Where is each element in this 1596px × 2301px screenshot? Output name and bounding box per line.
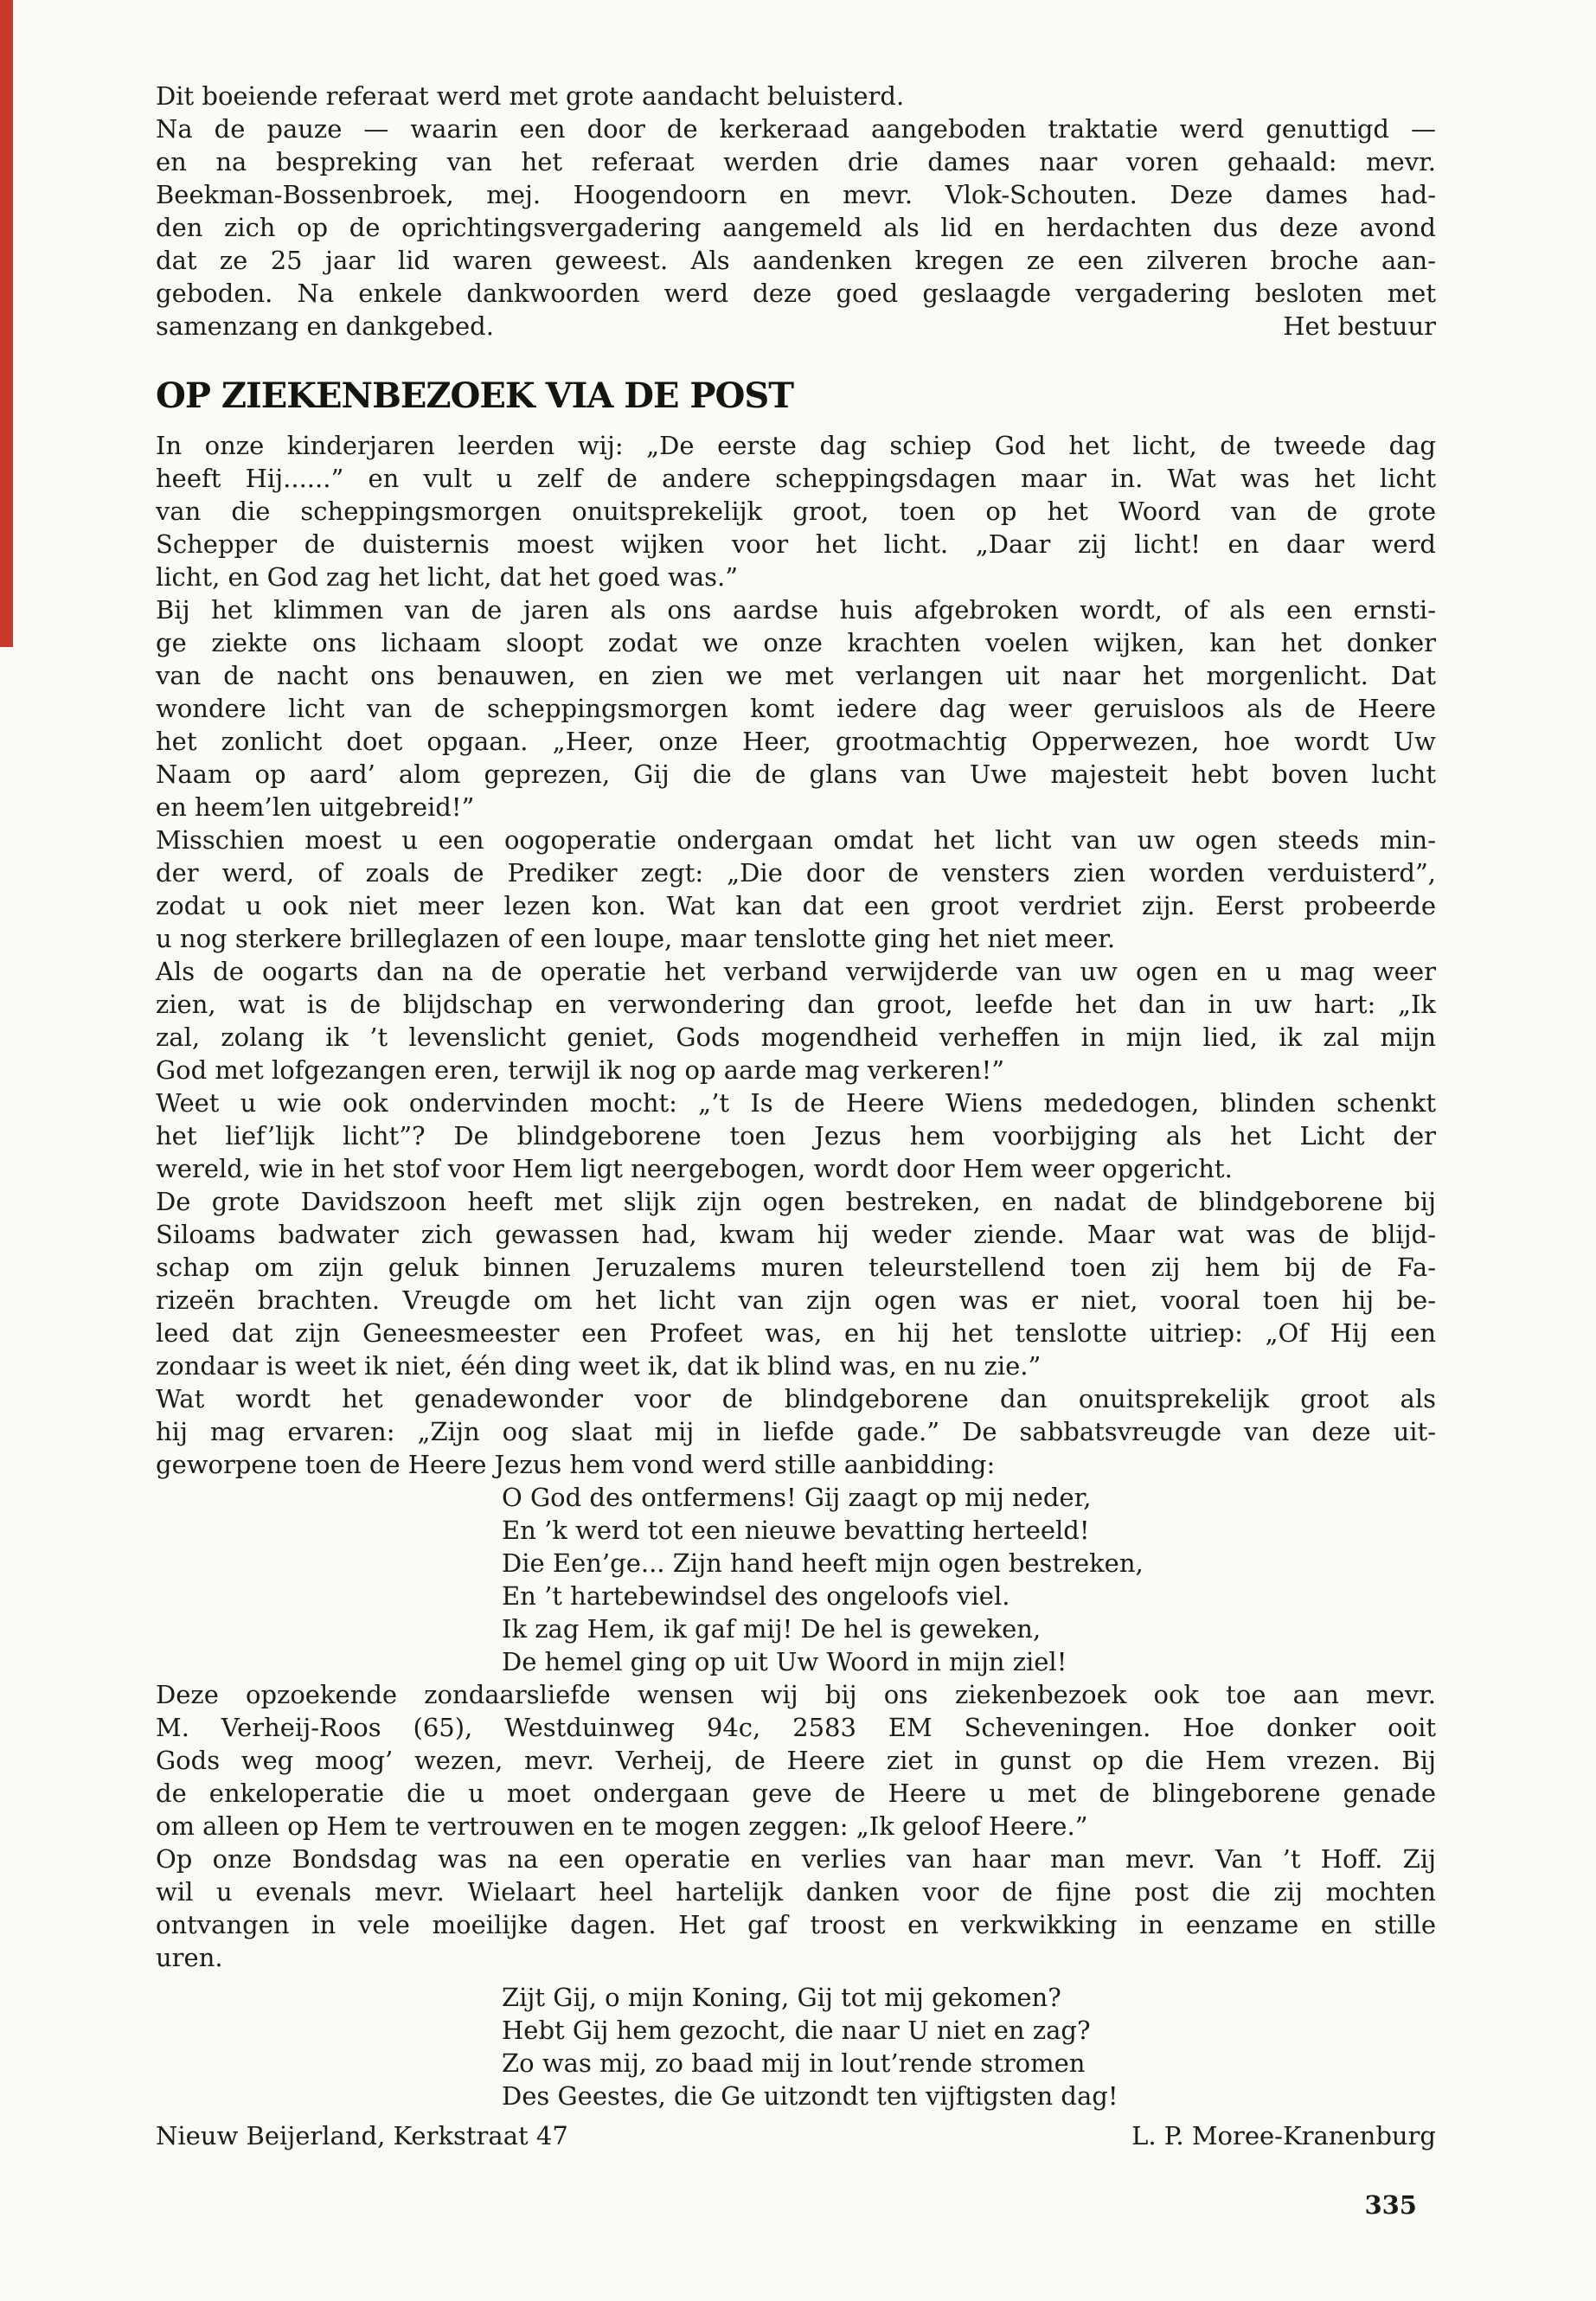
- text-line: [156, 310, 1436, 343]
- text-line: De grote Davidszoon heeft met slijk zijn ogen bestreken, en nadat de blindgeborene bij: [156, 1187, 1436, 1216]
- text-line: rizeën brachten. Vreugde om het licht van zijn ogen was er niet, vooral toen hij be-: [156, 1285, 1436, 1315]
- text-line: ontvangen in vele moeilijke dagen. Het gaf troost en verkwikking in eenzame en stille: [156, 1910, 1436, 1939]
- poem-stanza: [502, 1481, 1436, 1678]
- paragraph: [156, 1086, 1436, 1185]
- paragraph: [156, 593, 1436, 824]
- poem-line: Die Een’ge... Zijn hand heeft mijn ogen bestreken,: [502, 1548, 1144, 1578]
- text-line: Naam op aard’ alom geprezen, Gij die de glans van Uwe majesteit hebt boven lucht: [156, 760, 1436, 789]
- text-line: Na de pauze — waarin een door de kerkeraad aangeboden traktatie werd genuttigd —: [156, 114, 1436, 144]
- text-line: en na bespreking van het referaat werden drie dames naar voren gehaald: mevr.: [156, 147, 1436, 176]
- text-line: Bij het klimmen van de jaren als ons aardse huis afgebroken wordt, of als een ernsti-: [156, 595, 1436, 625]
- poem-line: O God des ontfermens! Gij zaagt op mij neder,: [502, 1483, 1092, 1512]
- paragraph: [156, 1678, 1436, 1843]
- text-line: Deze opzoekende zondaarsliefde wensen wij bij ons ziekenbezoek ook toe aan mevr.: [156, 1680, 1436, 1709]
- poem-line: Des Geestes, die Ge uitzondt ten vijftigsten dag!: [502, 2081, 1118, 2111]
- paragraph: [156, 112, 1436, 343]
- text-line: wereld, wie in het stof voor Hem ligt neergebogen, wordt door Hem weer opgericht.: [156, 1154, 1233, 1183]
- text-line: geboden. Na enkele dankwoorden werd deze goed geslaagde vergadering besloten met: [156, 279, 1436, 308]
- text-line: het lief’lijk licht”? De blindgeborene toen Jezus hem voorbijging als het Licht der: [156, 1121, 1436, 1150]
- text-line: dat ze 25 jaar lid waren geweest. Als aandenken kregen ze een zilveren broche aan-: [156, 246, 1436, 275]
- text-line: zal, zolang ik ’t levenslicht geniet, Gods mogendheid verheffen in mijn lied, ik zal mijn: [156, 1022, 1436, 1052]
- footer-address: Nieuw Beijerland, Kerkstraat 47: [156, 2121, 568, 2150]
- paragraph: [156, 955, 1436, 1086]
- paragraph: [156, 80, 1436, 112]
- poem-line: Zo was mij, zo baad mij in lout’rende stromen: [502, 2048, 1086, 2078]
- text-line: zodat u ook niet meer lezen kon. Wat kan dat een groot verdriet zijn. Eerst probeerde: [156, 891, 1436, 920]
- text-line: hij mag ervaren: „Zijn oog slaat mij in liefde gade.” De sabbatsvreugde van deze uit-: [156, 1417, 1436, 1446]
- poem-line: Hebt Gij hem gezocht, die naar U niet en zag?: [502, 2016, 1091, 2045]
- paragraph: [156, 1185, 1436, 1382]
- text-line: heeft Hij......” en vult u zelf de andere scheppingsdagen maar in. Wat was het licht: [156, 464, 1436, 493]
- text-line: Schepper de duisternis moest wijken voor het licht. „Daar zij licht! en daar werd: [156, 529, 1436, 559]
- text-line: In onze kinderjaren leerden wij: „De eerste dag schiep God het licht, de tweede dag: [156, 431, 1436, 460]
- text-line-content: samenzang en dankgebed.: [156, 311, 494, 341]
- text-line: Op onze Bondsdag was na een operatie en verlies van haar man mevr. Van ’t Hoff. Zij: [156, 1844, 1436, 1874]
- red-margin-stripe: [0, 0, 13, 647]
- text-line: Misschien moest u een oogoperatie ondergaan omdat het licht van uw ogen steeds min-: [156, 825, 1436, 855]
- text-line: van de nacht ons benauwen, en zien we met verlangen uit naar het morgenlicht. Dat: [156, 661, 1436, 690]
- poem-line: En ’t hartebewindsel des ongeloofs viel.: [502, 1581, 1010, 1611]
- text-line: uren.: [156, 1943, 223, 1972]
- text-line: wondere licht van de scheppingsmorgen komt iedere dag weer geruisloos als de Heere: [156, 694, 1436, 723]
- text-line: wil u evenals mevr. Wielaart heel hartelijk danken voor de fijne post die zij mochten: [156, 1877, 1436, 1907]
- text-line: ge ziekte ons lichaam sloopt zodat we onze krachten voelen wijken, kan het donker: [156, 628, 1436, 657]
- footer-author: L. P. Moree-Kranenburg: [1131, 2121, 1436, 2150]
- text-line: licht, en God zag het licht, dat het goed was.”: [156, 562, 739, 592]
- poem-stanza: [502, 1981, 1436, 2112]
- paragraph: [156, 824, 1436, 955]
- poem-line: Ik zag Hem, ik gaf mij! De hel is geweken,: [502, 1614, 1042, 1644]
- text-line: Gods weg moog’ wezen, mevr. Verheij, de Heere ziet in gunst op die Hem vrezen. Bij: [156, 1746, 1436, 1775]
- poem-line: En ’k werd tot een nieuwe bevatting herteeld!: [502, 1516, 1090, 1545]
- text-line: God met lofgezangen eren, terwijl ik nog op aarde mag verkeren!”: [156, 1055, 1005, 1085]
- text-line: het zonlicht doet opgaan. „Heer, onze Heer, grootmachtig Opperwezen, hoe wordt Uw: [156, 727, 1436, 756]
- text-line: den zich op de oprichtingsvergadering aangemeld als lid en herdachten dus deze avond: [156, 213, 1436, 242]
- text-line: der werd, of zoals de Prediker zegt: „Die door de vensters zien worden verduisterd”,: [156, 858, 1436, 888]
- text-line: Siloams badwater zich gewassen had, kwam hij weder ziende. Maar wat was de blijd-: [156, 1220, 1436, 1249]
- paragraph: [156, 1382, 1436, 1481]
- article-heading: OP ZIEKENBEZOEK VIA DE POST: [156, 375, 793, 416]
- text-line: zondaar is weet ik niet, één ding weet ik, dat ik blind was, en nu zie.”: [156, 1351, 1042, 1381]
- text-line: Als de oogarts dan na de operatie het verband verwijderde van uw ogen en u mag weer: [156, 957, 1436, 986]
- text-line: en heem’len uitgebreid!”: [156, 792, 475, 822]
- text-line: leed dat zijn Geneesmeester een Profeet was, en hij het tenslotte uitriep: „Of Hij een: [156, 1318, 1436, 1348]
- footer-line: [156, 2119, 1436, 2152]
- byline: Het bestuur: [1283, 311, 1436, 341]
- text-line: geworpene toen de Heere Jezus hem vond werd stille aanbidding:: [156, 1450, 996, 1479]
- text-line: Beekman-Bossenbroek, mej. Hoogendoorn en mevr. Vlok-Schouten. Deze dames had-: [156, 180, 1436, 209]
- page-number: 335: [1364, 2190, 1417, 2220]
- poem-line: De hemel ging op uit Uw Woord in mijn ziel!: [502, 1647, 1067, 1676]
- paragraph: [156, 1843, 1436, 1974]
- text-line: M. Verheij-Roos (65), Westduinweg 94c, 2583 EM Scheveningen. Hoe donker ooit: [156, 1713, 1436, 1742]
- poem-line: Zijt Gij, o mijn Koning, Gij tot mij gekomen?: [502, 1983, 1061, 2012]
- text-line: de enkeloperatie die u moet ondergaan geve de Heere u met de blingeborene genade: [156, 1779, 1436, 1808]
- text-line: om alleen op Hem te vertrouwen en te mogen zeggen: „Ik geloof Heere.”: [156, 1811, 1088, 1841]
- text-line: Weet u wie ook ondervinden mocht: „’t Is de Heere Wiens mededogen, blinden schenkt: [156, 1088, 1436, 1118]
- article-content: [156, 80, 1436, 2221]
- text-line: zien, wat is de blijdschap en verwondering dan groot, leefde het dan in uw hart: „Ik: [156, 990, 1436, 1019]
- text-line: Dit boeiende referaat werd met grote aandacht beluisterd.: [156, 81, 905, 111]
- paragraph: [156, 429, 1436, 593]
- text-line: u nog sterkere brilleglazen of een loupe, maar tenslotte ging het niet meer.: [156, 924, 1116, 953]
- text-line: Wat wordt het genadewonder voor de blindgeborene dan onuitsprekelijk groot als: [156, 1384, 1436, 1413]
- text-line: schap om zijn geluk binnen Jeruzalems muren teleurstellend toen zij hem bij de Fa-: [156, 1253, 1436, 1282]
- text-line: van die scheppingsmorgen onuitsprekelijk groot, toen op het Woord van de grote: [156, 497, 1436, 526]
